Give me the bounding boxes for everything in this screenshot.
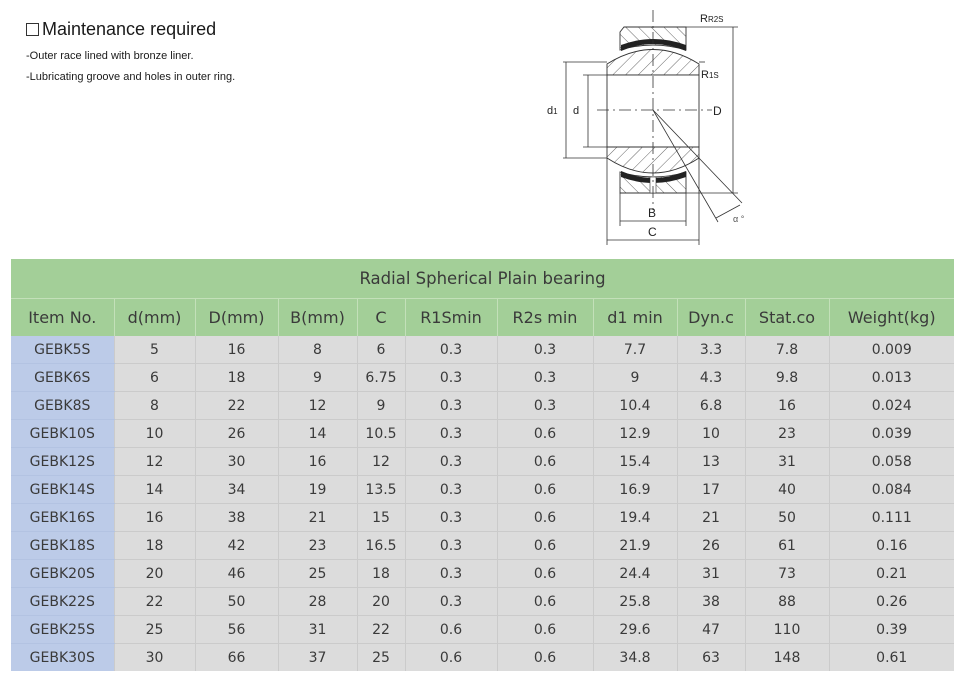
table-cell: 18 — [357, 560, 405, 588]
table-cell: 12 — [278, 392, 357, 420]
table-cell: 20 — [114, 560, 195, 588]
table-cell: 5 — [114, 336, 195, 364]
table-cell: 18 — [114, 532, 195, 560]
table-cell: 22 — [357, 616, 405, 644]
table-cell: 29.6 — [593, 616, 677, 644]
table-cell: 0.3 — [405, 560, 497, 588]
column-header: d1 min — [593, 299, 677, 337]
table-cell: 88 — [745, 588, 829, 616]
table-cell: 16 — [195, 336, 278, 364]
item-number-cell: GEBK20S — [11, 560, 114, 588]
table-row — [11, 476, 954, 504]
table-cell: 4.3 — [677, 364, 745, 392]
table-cell: 6.8 — [677, 392, 745, 420]
table-cell: 24.4 — [593, 560, 677, 588]
table-row — [11, 336, 954, 364]
table-cell: 26 — [195, 420, 278, 448]
table-cell: 42 — [195, 532, 278, 560]
table-cell: 0.6 — [497, 560, 593, 588]
table-body — [11, 336, 954, 671]
table-cell: 38 — [677, 588, 745, 616]
table-cell: 15.4 — [593, 448, 677, 476]
table-cell: 25 — [114, 616, 195, 644]
table-cell: 16.9 — [593, 476, 677, 504]
table-cell: 22 — [195, 392, 278, 420]
table-cell: 6 — [114, 364, 195, 392]
table-cell: 0.61 — [829, 644, 954, 672]
table-row — [11, 616, 954, 644]
maintenance-title: Maintenance required — [42, 19, 217, 39]
table-cell: 16 — [745, 392, 829, 420]
item-number-cell: GEBK10S — [11, 420, 114, 448]
item-number-cell: GEBK30S — [11, 644, 114, 672]
table-cell: 15 — [357, 504, 405, 532]
table-cell: 13 — [677, 448, 745, 476]
table-cell: 38 — [195, 504, 278, 532]
table-cell: 61 — [745, 532, 829, 560]
table-cell: 47 — [677, 616, 745, 644]
table-cell: 25 — [357, 644, 405, 672]
item-number-cell: GEBK6S — [11, 364, 114, 392]
table-cell: 0.3 — [497, 364, 593, 392]
table-cell: 50 — [195, 588, 278, 616]
table-cell: 31 — [745, 448, 829, 476]
table-cell: 0.3 — [405, 588, 497, 616]
table-cell: 12 — [357, 448, 405, 476]
table-cell: 0.39 — [829, 616, 954, 644]
table-cell: 30 — [195, 448, 278, 476]
table-cell: 25 — [278, 560, 357, 588]
label-C: C — [648, 225, 657, 239]
table-cell: 10.5 — [357, 420, 405, 448]
table-cell: 21 — [677, 504, 745, 532]
table-cell: 0.6 — [405, 616, 497, 644]
table-cell: 0.6 — [497, 476, 593, 504]
table-cell: 0.6 — [497, 504, 593, 532]
table-cell: 17 — [677, 476, 745, 504]
table-cell: 50 — [745, 504, 829, 532]
label-B: B — [648, 206, 657, 220]
table-cell: 25.8 — [593, 588, 677, 616]
item-number-cell: GEBK14S — [11, 476, 114, 504]
table-cell: 73 — [745, 560, 829, 588]
table-row — [11, 504, 954, 532]
table-cell: 22 — [114, 588, 195, 616]
table-cell: 9 — [357, 392, 405, 420]
label-d: d — [573, 105, 580, 117]
table-cell: 0.6 — [497, 616, 593, 644]
table-cell: 66 — [195, 644, 278, 672]
table-cell: 9 — [593, 364, 677, 392]
column-header: D(mm) — [195, 299, 278, 337]
table-cell: 30 — [114, 644, 195, 672]
table-cell: 0.3 — [405, 420, 497, 448]
table-cell: 0.3 — [497, 336, 593, 364]
table-cell: 19.4 — [593, 504, 677, 532]
table-cell: 19 — [278, 476, 357, 504]
table-cell: 23 — [278, 532, 357, 560]
bearing-cross-section-diagram — [0, 0, 964, 255]
bearing-spec-table — [11, 259, 954, 671]
column-header: Stat.co — [745, 299, 829, 337]
note-lubricating-groove: -Lubricating groove and holes in outer ring. — [26, 71, 236, 83]
label-D: D — [713, 104, 722, 118]
table-cell: 148 — [745, 644, 829, 672]
table-cell: 0.009 — [829, 336, 954, 364]
table-row — [11, 644, 954, 672]
column-header: Weight(kg) — [829, 299, 954, 337]
table-cell: 0.058 — [829, 448, 954, 476]
column-header: d(mm) — [114, 299, 195, 337]
table-cell: 9.8 — [745, 364, 829, 392]
item-number-cell: GEBK12S — [11, 448, 114, 476]
table-cell: 0.6 — [405, 644, 497, 672]
item-number-cell: GEBK16S — [11, 504, 114, 532]
table-cell: 0.3 — [405, 476, 497, 504]
table-cell: 7.7 — [593, 336, 677, 364]
table-cell: 3.3 — [677, 336, 745, 364]
table-cell: 34 — [195, 476, 278, 504]
table-cell: 21 — [278, 504, 357, 532]
table-row — [11, 560, 954, 588]
table-cell: 23 — [745, 420, 829, 448]
table-cell: 16 — [114, 504, 195, 532]
table-cell: 10.4 — [593, 392, 677, 420]
table-cell: 0.039 — [829, 420, 954, 448]
table-cell: 6.75 — [357, 364, 405, 392]
label-alpha: α ° — [733, 214, 745, 224]
table-cell: 12 — [114, 448, 195, 476]
table-cell: 14 — [114, 476, 195, 504]
column-header: Item No. — [11, 299, 114, 337]
table-cell: 0.3 — [405, 532, 497, 560]
item-number-cell: GEBK5S — [11, 336, 114, 364]
table-cell: 0.3 — [405, 336, 497, 364]
column-header: B(mm) — [278, 299, 357, 337]
table-cell: 31 — [677, 560, 745, 588]
table-row — [11, 448, 954, 476]
table-cell: 56 — [195, 616, 278, 644]
table-row — [11, 532, 954, 560]
table-cell: 21.9 — [593, 532, 677, 560]
table-cell: 40 — [745, 476, 829, 504]
table-row — [11, 420, 954, 448]
table-row — [11, 392, 954, 420]
table-cell: 0.6 — [497, 644, 593, 672]
table-cell: 8 — [114, 392, 195, 420]
table-cell: 9 — [278, 364, 357, 392]
table-cell: 7.8 — [745, 336, 829, 364]
table-cell: 0.6 — [497, 420, 593, 448]
table-cell: 0.6 — [497, 532, 593, 560]
table-cell: 63 — [677, 644, 745, 672]
label-d1: d1 — [547, 105, 558, 117]
note-bronze-liner: -Outer race lined with bronze liner. — [26, 50, 194, 62]
table-cell: 0.21 — [829, 560, 954, 588]
table-cell: 110 — [745, 616, 829, 644]
item-number-cell: GEBK22S — [11, 588, 114, 616]
item-number-cell: GEBK18S — [11, 532, 114, 560]
column-header: R2s min — [497, 299, 593, 337]
table-cell: 0.3 — [405, 504, 497, 532]
table-cell: 0.3 — [405, 448, 497, 476]
table-cell: 8 — [278, 336, 357, 364]
table-row — [11, 364, 954, 392]
label-r2s: RR2S — [700, 13, 724, 25]
table-caption: Radial Spherical Plain bearing — [11, 259, 954, 299]
table-cell: 0.013 — [829, 364, 954, 392]
table-cell: 12.9 — [593, 420, 677, 448]
column-header: Dyn.c — [677, 299, 745, 337]
table-cell: 0.084 — [829, 476, 954, 504]
table-header-row — [11, 299, 954, 337]
column-header: R1Smin — [405, 299, 497, 337]
table-cell: 0.024 — [829, 392, 954, 420]
table-cell: 31 — [278, 616, 357, 644]
item-number-cell: GEBK25S — [11, 616, 114, 644]
table-cell: 0.26 — [829, 588, 954, 616]
table-cell: 6 — [357, 336, 405, 364]
table-cell: 46 — [195, 560, 278, 588]
table-cell: 28 — [278, 588, 357, 616]
column-header: C — [357, 299, 405, 337]
table-cell: 14 — [278, 420, 357, 448]
table-cell: 34.8 — [593, 644, 677, 672]
table-cell: 0.3 — [405, 364, 497, 392]
table-cell: 0.6 — [497, 588, 593, 616]
table-cell: 0.16 — [829, 532, 954, 560]
table-cell: 26 — [677, 532, 745, 560]
table-cell: 0.111 — [829, 504, 954, 532]
table-cell: 0.3 — [405, 392, 497, 420]
table-cell: 37 — [278, 644, 357, 672]
item-number-cell: GEBK8S — [11, 392, 114, 420]
table-cell: 13.5 — [357, 476, 405, 504]
table-cell: 0.6 — [497, 448, 593, 476]
table-cell: 10 — [114, 420, 195, 448]
table-cell: 16 — [278, 448, 357, 476]
table-cell: 0.3 — [497, 392, 593, 420]
table-cell: 16.5 — [357, 532, 405, 560]
label-r1s: R1S — [701, 69, 719, 81]
table-cell: 20 — [357, 588, 405, 616]
table-row — [11, 588, 954, 616]
table-cell: 10 — [677, 420, 745, 448]
table-cell: 18 — [195, 364, 278, 392]
